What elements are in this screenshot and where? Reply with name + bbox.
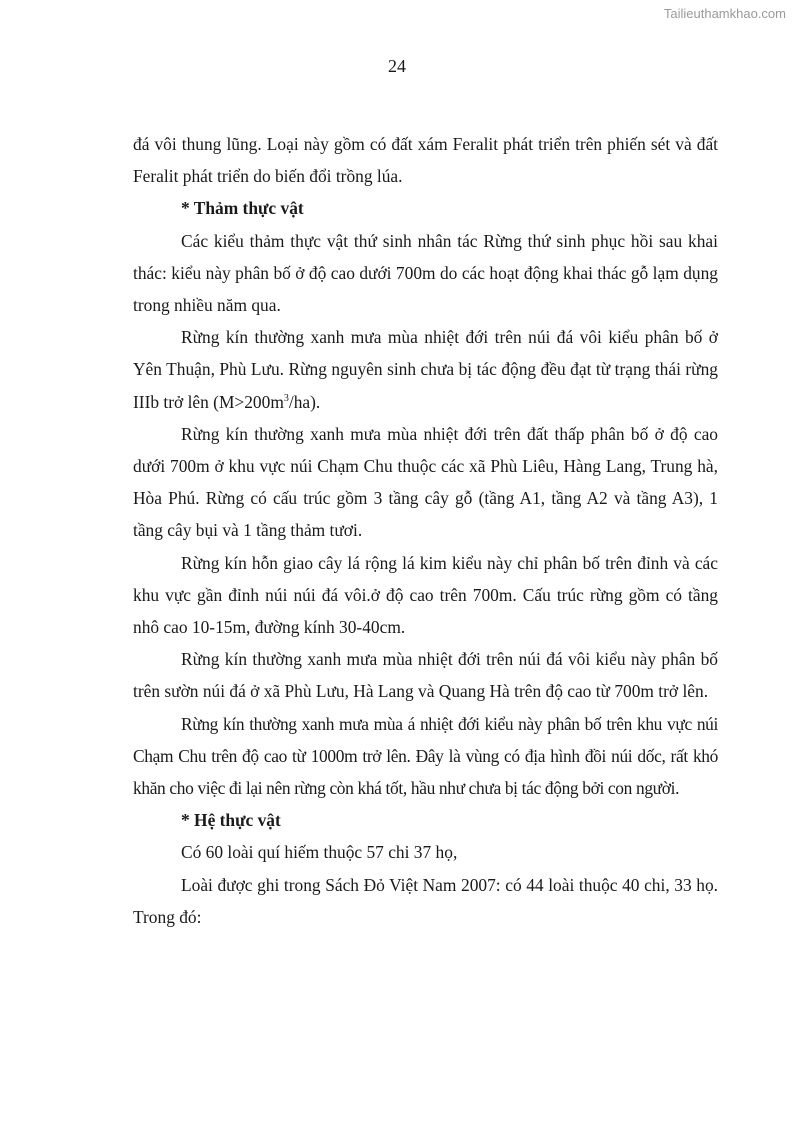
- paragraph-red-book: Loài được ghi trong Sách Đỏ Việt Nam 2007: có 44 loài thuộc 40 chi, 33 họ. Trong đó:: [133, 874, 718, 927]
- paragraph-lowland-forest: Rừng kín thường xanh mưa mùa nhiệt đới trên đất thấp phân bố ở độ cao dưới 700m ở khu vực núi Chạm Chu thuộc các xã Phù Liêu, Hàng Lang, Trung hà, Hòa Phú. Rừng có cấu trúc gồm 3 tầng cây gỗ (tầng A1, tầng A2 và tầng A3), 1 tầng cây bụi và 1 tầng thảm tươi.: [133, 423, 718, 541]
- paragraph-limestone-forest: [133, 321, 718, 418]
- paragraph-mixed-forest: Rừng kín hỗn giao cây lá rộng lá kim kiểu này chỉ phân bố trên đỉnh và các khu vực gần đỉnh núi núi đá vôi.ở độ cao trên 700m. Cấu trúc rừng gồm có tầng nhô cao 10-15m, đường kính 30-40cm.: [133, 552, 718, 638]
- heading-flora: * Hệ thực vật: [181, 810, 281, 831]
- superscript-cubed: 3: [283, 392, 289, 404]
- page-number: 24: [388, 56, 406, 76]
- watermark-text: Tailieuthamkhao.com: [663, 6, 786, 21]
- paragraph-limestone-forest-text: Rừng kín thường xanh mưa mùa nhiệt đới trên núi đá vôi kiểu phân bố ở Yên Thuận, Phù Lưu. Rừng nguyên sinh chưa bị tác động đều đạt từ trạng thái rừng IIIb trở lên (M>200m: [133, 327, 718, 412]
- paragraph-secondary-forest: Các kiểu thảm thực vật thứ sinh nhân tác Rừng thứ sinh phục hồi sau khai thác: kiểu này phân bố ở độ cao dưới 700m do các hoạt động khai thác gỗ lạm dụng trong nhiều năm qua.: [133, 230, 718, 316]
- paragraph-limestone-forest-unit: /ha).: [288, 391, 321, 412]
- paragraph-rare-species: Có 60 loài quí hiếm thuộc 57 chi 37 họ,: [181, 842, 458, 863]
- heading-vegetation-cover: * Thảm thực vật: [181, 198, 304, 219]
- paragraph-slope-forest: Rừng kín thường xanh mưa mùa nhiệt đới trên núi đá vôi kiểu này phân bố trên sườn núi đá ở xã Phù Lưu, Hà Lang và Quang Hà trên độ cao từ 700m trở lên.: [133, 649, 718, 702]
- paragraph-continuation: đá vôi thung lũng. Loại này gồm có đất xám Feralit phát triển trên phiến sét và đất Feralit phát triển do biến đổi trồng lúa.: [133, 134, 718, 187]
- document-body: [133, 128, 718, 933]
- paragraph-subtropical-forest: Rừng kín thường xanh mưa mùa á nhiệt đới kiểu này phân bố trên khu vực núi Chạm Chu trên độ cao từ 1000m trở lên. Đây là vùng có địa hình đồi núi dốc, rất khó khăn cho việc đi lại nên rừng còn khá tốt, hầu như chưa bị tác động bởi con người.: [133, 713, 718, 799]
